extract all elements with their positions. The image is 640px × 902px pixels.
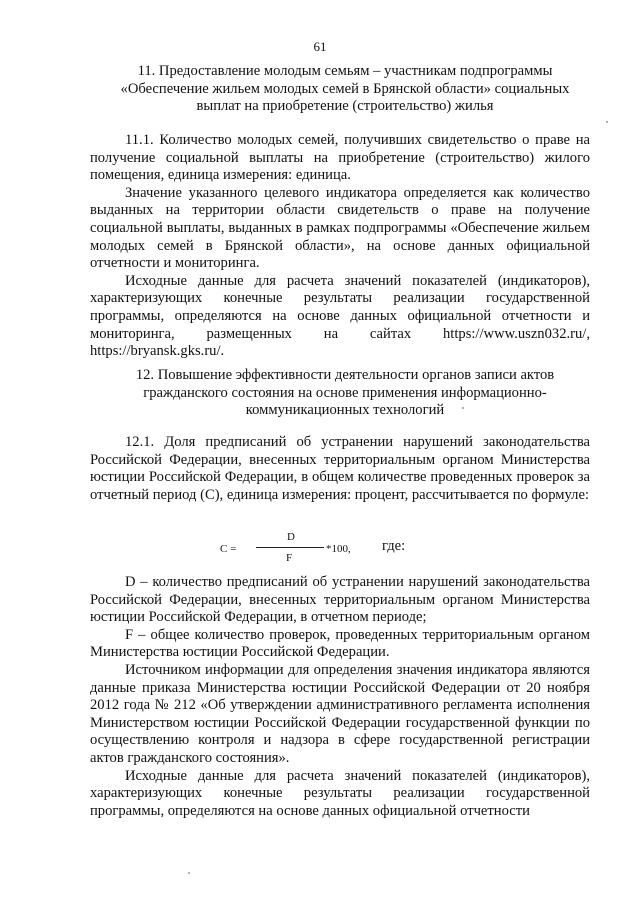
scan-speck [188,872,190,874]
paragraph: 11.1. Количество молодых семей, получивших свидетельство о праве на получение социальной выплаты на приобретение (строительство) жилого помещения, единица измерения: единица. [90,132,590,184]
formula-numerator: D [287,531,295,543]
section-11-body [90,132,590,361]
formula-multiplier: *100, [326,543,351,555]
paragraph: F – общее количество проверок, проведенных территориальным органом Министерства юстиции Российской Федерации. [90,626,590,661]
section-11-heading-line: «Обеспечение жильем молодых семей в Брянской области» социальных [120,80,570,97]
fraction-line [256,547,324,548]
section-12-body [90,574,590,820]
paragraph: 12.1. Доля предписаний об устранении нарушений законодательства Российской Федерации, внесенных территориальным органом Министерства юстиции Российской Федерации, в общем количестве проведенных проверок за отчетный период (С), единица измерения: процент, рассчитывается по формуле: [90,434,590,503]
section-11-heading [100,63,590,116]
scan-speck [462,407,464,409]
formula-lhs: C = [220,543,237,555]
section-12-heading-line: 12. Повышение эффективности деятельности органов записи актов [135,367,555,383]
formula-denominator: F [286,552,293,564]
scan-speck [606,121,608,123]
section-12-heading-line: гражданского состояния на основе применения информационно- [143,384,547,401]
paragraph: Источником информации для определения значения индикатора являются данные приказа Министерства юстиции Российской Федерации от 20 ноября 2012 года № 212 «Об утверждении административного регламента исполнения Министерством юстиции Российской Федерации государственной функции по осуществлению контроля и надзора в сфере государственной регистрации актов гражданского состояния». [90,661,590,766]
page-number: 61 [313,39,327,54]
paragraph: D – количество предписаний об устранении нарушений законодательства Российской Федерации, внесенных территориальным органом Министерства юстиции Российской Федерации, в отчетном периоде; [90,574,590,626]
section-11-heading-line: 11. Предоставление молодым семьям – участникам подпрограммы [137,63,553,79]
formula [220,528,420,564]
paragraph: Значение указанного целевого индикатора определяется как количество выданных на территории области свидетельств о праве на получение социальной выплаты, выданных в рамках подпрограммы «Обеспечение жильем молодых семей в Брянской области», на основе данных официальной отчетности и мониторинга. [90,184,590,272]
paragraph: Исходные данные для расчета значений показателей (индикаторов), характеризующих конечные результаты реализации государственной программы, определяются на основе данных официальной отчетности [90,767,590,819]
section-12-heading-line: коммуникационных технологий [245,402,445,419]
section-11-heading-line: выплат на приобретение (строительство) жилья [196,98,494,115]
section-12-intro [90,434,590,504]
paragraph: Исходные данные для расчета значений показателей (индикаторов), характеризующих конечные результаты реализации государственной программы, определяются на основе данных официальной отчетности и мониторинга, размещенных на сайтах https://www.uszn032.ru/, https://bryansk.gks.ru/. [90,272,590,360]
section-12-heading [100,367,590,420]
formula-where: где: [382,538,406,554]
